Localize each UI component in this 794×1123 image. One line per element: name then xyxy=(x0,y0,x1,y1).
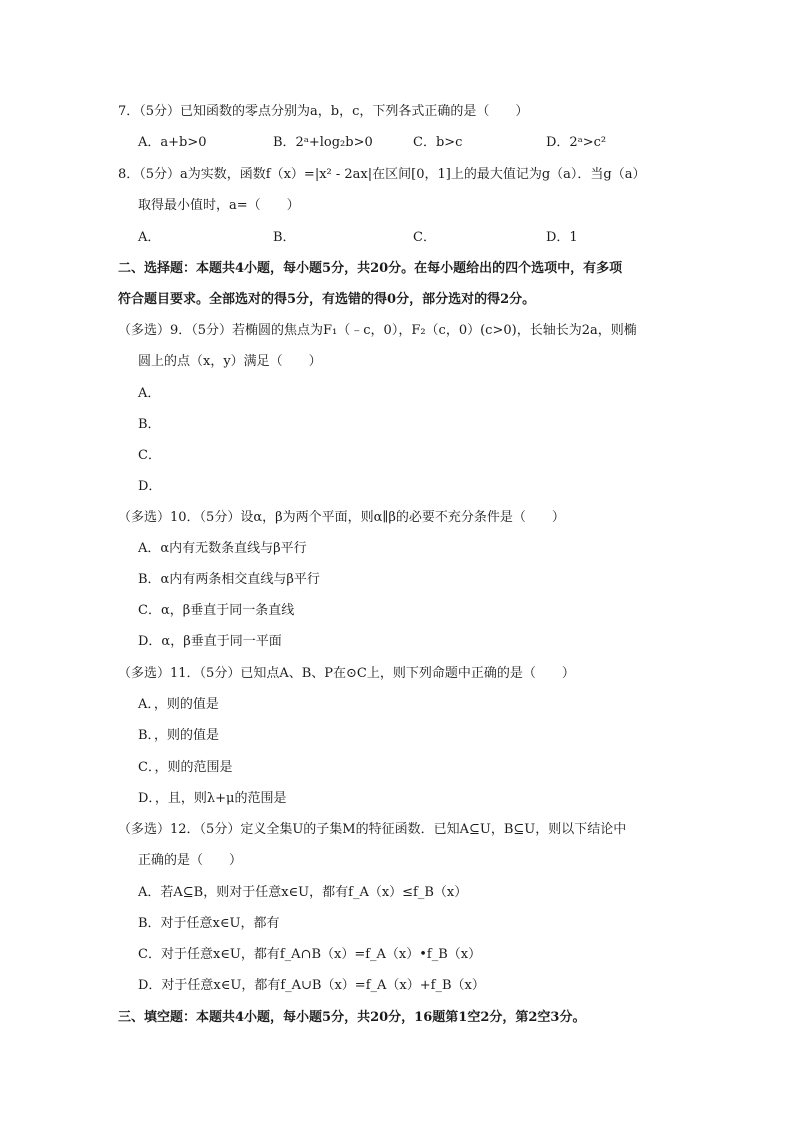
q8-option-d: D．1 xyxy=(546,230,578,245)
q7-option-a: A．a+b>0 xyxy=(138,135,207,150)
section-2-heading-line-2: 符合题目要求。全部选对的得5分，有选错的得0分，部分选对的得2分。 xyxy=(118,292,536,307)
q8-option-a: A． xyxy=(138,230,161,245)
q7-stem: 7．（5分）已知函数的零点分别为a，b，c，下列各式正确的是（ ） xyxy=(118,104,529,119)
q12-stem-line-1: （多选）12．（5分）定义全集U的子集M的特征函数．已知A⊆U，B⊆U，则以下结论中 xyxy=(118,822,627,837)
q10-option-a: A．α内有无数条直线与β平行 xyxy=(138,541,307,556)
section-3-heading: 三、填空题：本题共4小题，每小题5分，共20分，16题第1空2分，第2空3分。 xyxy=(118,1010,586,1025)
q11-stem: （多选）11．（5分）已知点A、B、P在⊙C上，则下列命题中正确的是（ ） xyxy=(118,666,575,681)
section-2-heading-line-1: 二、选择题：本题共4小题，每小题5分，共20分。在每小题给出的四个选项中，有多项 xyxy=(118,261,623,276)
q12-option-c: C．对于任意x∈U，都有f_A∩B（x）=f_A（x）•f_B（x） xyxy=(138,947,482,962)
q8-stem-line-1: 8．（5分）a为实数，函数f（x）=|x² - 2ax|在区间[0，1]上的最大值记为g（a）．当g（a） xyxy=(118,167,646,182)
q7-option-b: B．2ᵃ+log₂b>0 xyxy=(273,135,373,150)
q11-option-a: A．，则的值是 xyxy=(138,697,219,712)
q11-option-b: B．，则的值是 xyxy=(138,728,220,743)
q9-option-d: D． xyxy=(138,479,162,494)
q10-option-b: B．α内有两条相交直线与β平行 xyxy=(138,572,320,587)
q9-option-b: B． xyxy=(138,417,161,432)
q11-option-d: D．，且，则λ+μ的范围是 xyxy=(138,791,287,806)
q10-option-d: D．α，β垂直于同一平面 xyxy=(138,634,282,649)
q9-option-a: A． xyxy=(138,386,161,401)
q7-option-c: C．b>c xyxy=(413,135,463,150)
q7-option-d: D．2ᵃ>c² xyxy=(546,135,607,150)
q9-option-c: C． xyxy=(138,448,161,463)
q8-stem-line-2: 取得最小值时，a=（ ） xyxy=(138,198,300,213)
q8-option-b: B． xyxy=(273,230,296,245)
q10-stem: （多选）10．（5分）设α，β为两个平面，则α∥β的必要不充分条件是（ ） xyxy=(118,510,565,525)
q9-stem-line-2: 圆上的点（x，y）满足（ ） xyxy=(138,354,322,369)
q12-option-d: D．对于任意x∈U，都有f_A∪B（x）=f_A（x）+f_B（x） xyxy=(138,978,485,993)
q12-option-b: B．对于任意x∈U，都有 xyxy=(138,916,280,931)
q9-stem-line-1: （多选）9．（5分）若椭圆的焦点为F₁（﹣c，0），F₂（c，0）(c>0)，长轴长为2a，则椭 xyxy=(118,323,637,338)
q8-option-c: C． xyxy=(413,230,436,245)
q10-option-c: C．α，β垂直于同一条直线 xyxy=(138,603,295,618)
q12-option-a: A．若A⊆B，则对于任意x∈U，都有f_A（x）≤f_B（x） xyxy=(138,885,468,900)
q11-option-c: C．，则的范围是 xyxy=(138,760,233,775)
q12-stem-line-2: 正确的是（ ） xyxy=(138,853,243,868)
